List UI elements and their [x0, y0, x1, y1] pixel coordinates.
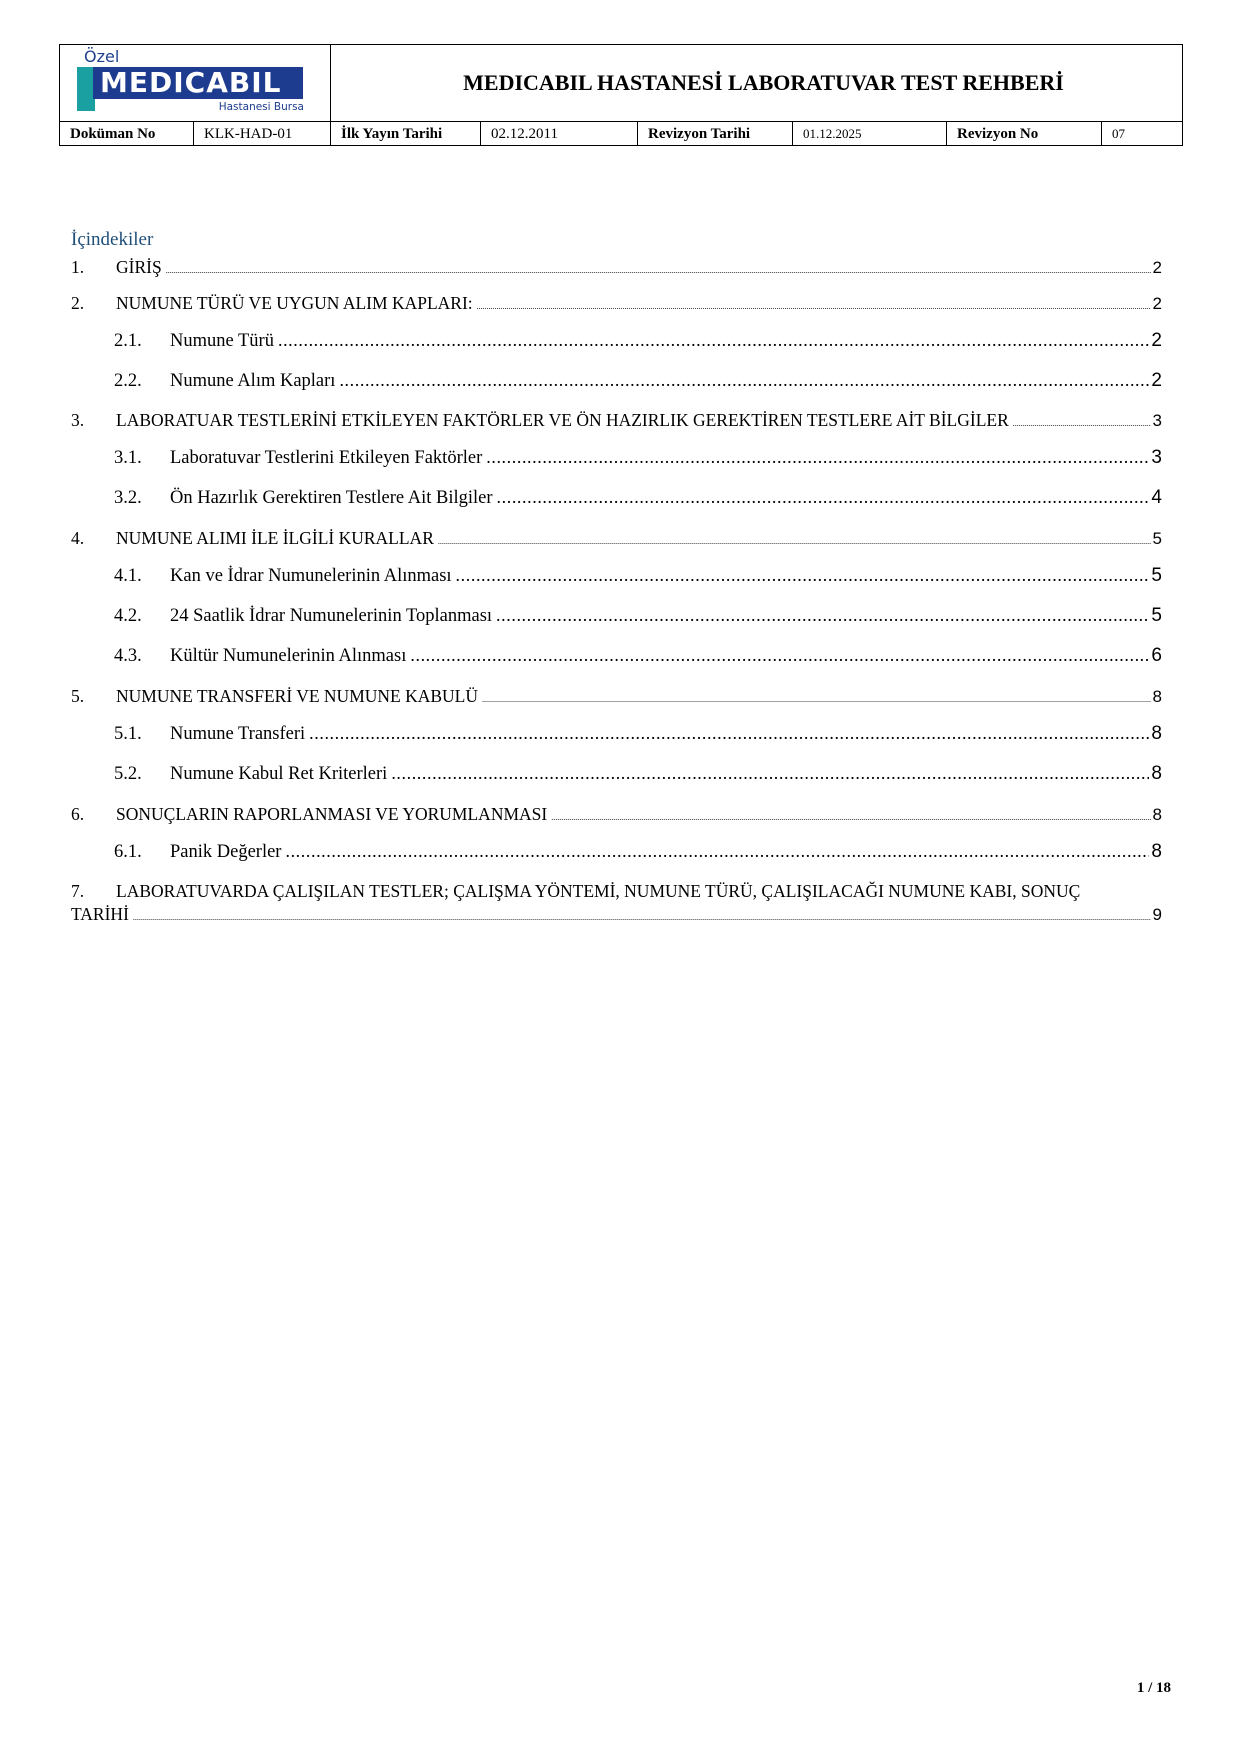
- toc-item-numune-alim-kaplari[interactable]: [114, 370, 1162, 392]
- toc-item-title: Panik Değerler: [170, 842, 282, 862]
- toc-item-page: 8: [1151, 723, 1162, 744]
- toc-item-title: Numune Alım Kapları: [170, 371, 336, 391]
- toc-leader-dots: [456, 565, 1150, 586]
- first-pub-label: İlk Yayın Tarihi: [331, 122, 481, 146]
- doc-no-label: Doküman No: [60, 122, 194, 146]
- toc-item-title: Numune Transferi: [170, 724, 306, 744]
- toc-item-page: 5: [1151, 605, 1162, 626]
- toc-item-number: 3.2.: [114, 488, 142, 508]
- toc-item-numune-turu[interactable]: [114, 330, 1162, 352]
- toc-leader-dots: [496, 605, 1149, 626]
- toc-item-number: 4.: [71, 528, 85, 548]
- toc-item-title: NUMUNE TÜRÜ VE UYGUN ALIM KAPLARI:: [116, 293, 473, 313]
- document-header: [59, 44, 1183, 146]
- first-pub-value: 02.12.2011: [481, 122, 638, 146]
- page-number: 1 / 18: [1136, 1680, 1171, 1696]
- rev-date-value: 01.12.2025: [793, 122, 947, 146]
- toc-item-title: LABORATUVARDA ÇALIŞILAN TESTLER; ÇALIŞMA YÖNTEMİ, NUMUNE TÜRÜ, ÇALIŞILACAĞI NUMUNE KABI, SONUÇ: [116, 881, 1081, 901]
- toc-item-number: 7.: [71, 881, 85, 901]
- toc-item-kan-idrar[interactable]: [114, 565, 1162, 587]
- toc-item-number: 6.: [71, 804, 85, 824]
- toc-leader-dots: [551, 813, 1150, 822]
- toc-item-page: 5: [1151, 565, 1162, 586]
- toc-leader-dots: [278, 330, 1149, 351]
- toc-item-number: 3.: [71, 410, 85, 430]
- toc-item-number: 6.1.: [114, 842, 142, 862]
- toc-item-title: Kan ve İdrar Numunelerinin Alınması: [170, 566, 452, 586]
- toc-item-number: 4.1.: [114, 566, 142, 586]
- toc-item-page: 6: [1151, 645, 1162, 666]
- rev-no-value: 07: [1112, 126, 1125, 141]
- toc-item-numune-transferi[interactable]: [114, 723, 1162, 745]
- toc-leader-dots: [486, 447, 1149, 468]
- logo-ozel-text: Özel: [84, 47, 120, 66]
- toc-item-number: 2.2.: [114, 371, 142, 391]
- toc-item-kultur[interactable]: [114, 645, 1162, 667]
- toc-leader-dots: [497, 487, 1150, 508]
- toc-item-number: 5.: [71, 686, 85, 706]
- toc-item-number: 2.: [71, 293, 85, 313]
- toc-item-etkileyen-faktorler[interactable]: [71, 410, 1162, 431]
- toc-item-page: 3: [1152, 411, 1162, 430]
- toc-item-number: 5.2.: [114, 764, 142, 784]
- toc-item-title: SONUÇLARIN RAPORLANMASI VE YORUMLANMASI: [116, 804, 548, 824]
- document-meta-row: [60, 121, 1182, 146]
- logo: [60, 45, 331, 121]
- toc-item-title: NUMUNE TRANSFERİ VE NUMUNE KABULÜ: [116, 686, 479, 706]
- toc-leader-dots: [1013, 419, 1151, 428]
- toc-leader-dots: [482, 695, 1151, 704]
- toc-item-on-hazirlik[interactable]: [114, 487, 1162, 509]
- toc-item-title: Laboratuvar Testlerini Etkileyen Faktörler: [170, 448, 483, 468]
- toc-item-page: 2: [1151, 370, 1162, 391]
- toc-item-title: 24 Saatlik İdrar Numunelerinin Toplanması: [170, 606, 493, 626]
- toc-item-kabul-ret[interactable]: [114, 763, 1162, 785]
- toc-item-title: Kültür Numunelerinin Alınması: [170, 646, 407, 666]
- toc-item-page: 2: [1151, 330, 1162, 351]
- toc-item-title: LABORATUAR TESTLERİNİ ETKİLEYEN FAKTÖRLER VE ÖN HAZIRLIK GEREKTİREN TESTLERE AİT BİLGİLER: [116, 410, 1009, 430]
- toc-item-transfer-kabul[interactable]: [71, 686, 1162, 707]
- toc-item-numune-alimi[interactable]: [71, 528, 1162, 549]
- toc-item-title: Ön Hazırlık Gerektiren Testlere Ait Bilgiler: [170, 488, 493, 508]
- logo-sub-text: Hastanesi Bursa: [218, 101, 304, 113]
- toc-item-number: 4.2.: [114, 606, 142, 626]
- toc-item-number: 1.: [71, 257, 85, 277]
- toc-leader-dots: [391, 763, 1149, 784]
- toc-item-number: 4.3.: [114, 646, 142, 666]
- logo-brand-text: MEDICABIL: [100, 66, 282, 99]
- toc-item-page: 8: [1151, 841, 1162, 862]
- toc-leader-dots: [285, 841, 1149, 862]
- toc-item-title: Numune Türü: [170, 331, 274, 351]
- toc-item-page: 4: [1151, 487, 1162, 508]
- toc-item-title-continued: TARİHİ: [71, 904, 129, 924]
- toc-leader-dots: [133, 913, 1151, 922]
- toc-item-lab-testleri-faktorler[interactable]: [114, 447, 1162, 469]
- toc-item-page: 2: [1152, 294, 1162, 313]
- toc-leader-dots: [438, 537, 1151, 546]
- toc-leader-dots: [339, 370, 1149, 391]
- toc-item-page: 9: [1152, 905, 1162, 924]
- toc-leader-dots: [166, 266, 1151, 275]
- toc-heading: İçindekiler: [71, 229, 154, 250]
- toc-item-title: Numune Kabul Ret Kriterleri: [170, 764, 388, 784]
- toc-item-page: 2: [1152, 258, 1162, 277]
- document-title: MEDICABIL HASTANESİ LABORATUVAR TEST REHBERİ: [463, 70, 1064, 95]
- rev-no-label: Revizyon No: [947, 122, 1102, 146]
- rev-date-label: Revizyon Tarihi: [638, 122, 793, 146]
- toc-item-title: GİRİŞ: [116, 257, 162, 277]
- toc-item-page: 3: [1151, 447, 1162, 468]
- toc-item-title: NUMUNE ALIMI İLE İLGİLİ KURALLAR: [116, 528, 434, 548]
- toc-item-page: 8: [1151, 763, 1162, 784]
- toc-item-page: 8: [1152, 805, 1162, 824]
- toc-item-numune-turu-kaplari[interactable]: [71, 293, 1162, 314]
- toc-leader-dots: [309, 723, 1149, 744]
- toc-item-giris[interactable]: [71, 257, 1162, 278]
- toc-item-panik-degerler[interactable]: [114, 841, 1162, 863]
- toc-item-number: 3.1.: [114, 448, 142, 468]
- toc-leader-dots: [410, 645, 1149, 666]
- toc-leader-dots: [477, 302, 1151, 311]
- toc-item-sonuclar[interactable]: [71, 804, 1162, 825]
- toc-item-24-saatlik-idrar[interactable]: [114, 605, 1162, 627]
- toc-item-number: 5.1.: [114, 724, 142, 744]
- toc-item-number: 2.1.: [114, 331, 142, 351]
- toc-item-calisilan-testler[interactable]: [71, 881, 1162, 925]
- toc-item-page: 8: [1152, 687, 1162, 706]
- toc-item-page: 5: [1152, 529, 1162, 548]
- doc-no-value: KLK-HAD-01: [194, 122, 331, 146]
